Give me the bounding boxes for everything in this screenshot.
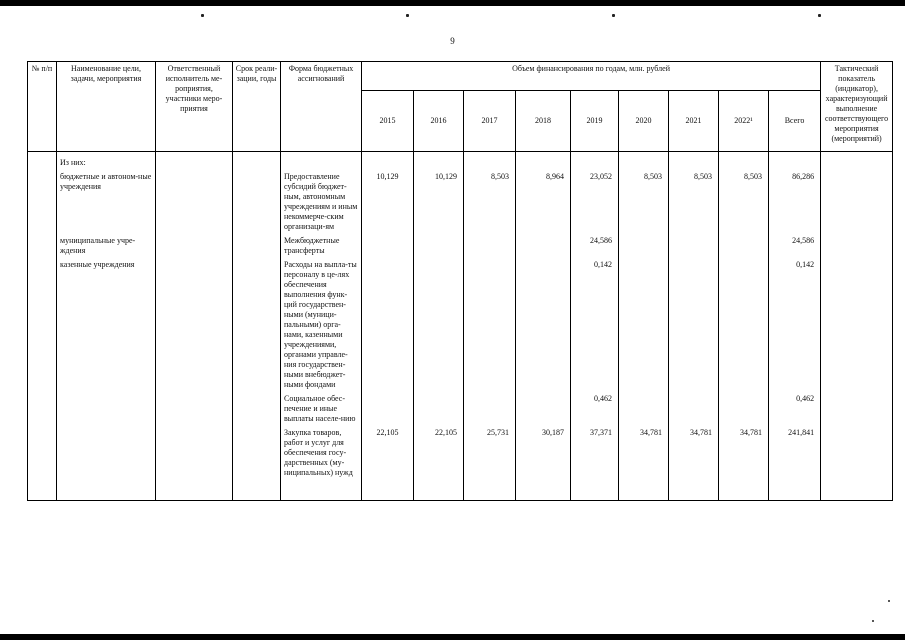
value-cell	[464, 258, 516, 392]
page-number: 9	[450, 36, 455, 46]
scan-speck	[612, 14, 615, 17]
row-form: Межбюджетные трансферты	[281, 234, 362, 258]
value-cell	[414, 258, 464, 392]
header-year: 2021	[669, 91, 719, 152]
value-cell: 8,503	[619, 170, 669, 234]
table-row	[28, 426, 893, 501]
table-row	[28, 170, 893, 234]
header-year: 2015	[362, 91, 414, 152]
header-year: 2016	[414, 91, 464, 152]
row-form: Закупка товаров, работ и услуг для обеспечения госу-дарственных (му-ниципальных) нужд	[281, 426, 362, 501]
value-cell	[619, 392, 669, 426]
scan-speck	[888, 600, 890, 602]
value-cell	[516, 258, 571, 392]
value-cell: 10,129	[414, 170, 464, 234]
header-executor: Ответственный исполнитель ме-роприятия, участники меро-приятия	[156, 62, 233, 152]
value-cell: 0,142	[769, 258, 821, 392]
header-year: 2018	[516, 91, 571, 152]
header-form: Форма бюджетных ассигнований	[281, 62, 362, 152]
header-name: Наименование цели, задачи, мероприятия	[57, 62, 156, 152]
header-total: Всего	[769, 91, 821, 152]
row-name: муниципальные учре-ждения	[57, 234, 156, 258]
header-num: № п/п	[28, 62, 57, 152]
value-cell: 8,503	[719, 170, 769, 234]
header-term: Срок реали-зации, годы	[233, 62, 281, 152]
value-cell	[619, 234, 669, 258]
scan-edge-top	[0, 0, 905, 6]
header-indicator: Тактический показатель (индикатор), характеризующий выполнение соответствующего мероприятия (мероприятий)	[821, 62, 893, 152]
row-name	[57, 392, 156, 426]
value-cell: 23,052	[571, 170, 619, 234]
header-year: 2022¹	[719, 91, 769, 152]
value-cell: 34,781	[619, 426, 669, 501]
value-cell: 34,781	[669, 426, 719, 501]
scan-speck	[872, 620, 874, 622]
table-row	[28, 392, 893, 426]
value-cell: 30,187	[516, 426, 571, 501]
value-cell	[669, 258, 719, 392]
value-cell	[719, 258, 769, 392]
scan-edge-bottom	[0, 634, 905, 640]
value-cell	[362, 392, 414, 426]
scan-speck	[201, 14, 204, 17]
header-year: 2020	[619, 91, 669, 152]
header-year: 2019	[571, 91, 619, 152]
value-cell	[362, 234, 414, 258]
value-cell: 22,105	[414, 426, 464, 501]
value-cell	[516, 234, 571, 258]
row-name: бюджетные и автоном-ные учреждения	[57, 170, 156, 234]
value-cell	[669, 392, 719, 426]
value-cell	[464, 392, 516, 426]
row-form: Предоставление субсидий бюджет-ным, автономным учреждениям и иным некоммерче-ским организаци-ям	[281, 170, 362, 234]
value-cell: 86,286	[769, 170, 821, 234]
value-cell	[516, 392, 571, 426]
header-year: 2017	[464, 91, 516, 152]
value-cell	[362, 258, 414, 392]
scan-speck	[818, 14, 821, 17]
value-cell: 24,586	[769, 234, 821, 258]
value-cell: 8,964	[516, 170, 571, 234]
value-cell	[619, 258, 669, 392]
value-cell: 24,586	[571, 234, 619, 258]
value-cell: 241,841	[769, 426, 821, 501]
value-cell	[414, 234, 464, 258]
budget-table	[27, 61, 893, 501]
row-name: казенные учреждения	[57, 258, 156, 392]
value-cell: 22,105	[362, 426, 414, 501]
header-financing: Объем финансирования по годам, млн. рублей	[362, 62, 821, 91]
value-cell	[719, 392, 769, 426]
value-cell: 0,142	[571, 258, 619, 392]
value-cell: 8,503	[464, 170, 516, 234]
value-cell: 0,462	[769, 392, 821, 426]
row-form: Расходы на выпла-ты персоналу в це-лях обеспечения выполнения функ-ций государствен-ными (муници-пальными) орга-нами, казенными учреждениями, органами управле-ния государствен-ными внебюджет-ными фондами	[281, 258, 362, 392]
row-name	[57, 426, 156, 501]
value-cell: 8,503	[669, 170, 719, 234]
value-cell: 34,781	[719, 426, 769, 501]
table-row	[28, 258, 893, 392]
table-row	[28, 234, 893, 258]
scan-speck	[406, 14, 409, 17]
value-cell: 0,462	[571, 392, 619, 426]
value-cell: 25,731	[464, 426, 516, 501]
value-cell: 37,371	[571, 426, 619, 501]
value-cell	[464, 234, 516, 258]
value-cell	[414, 392, 464, 426]
value-cell: 10,129	[362, 170, 414, 234]
row-form: Социальное обес-печение и иные выплаты населе-нию	[281, 392, 362, 426]
from-them-label: Из них:	[57, 152, 156, 171]
value-cell	[719, 234, 769, 258]
value-cell	[669, 234, 719, 258]
